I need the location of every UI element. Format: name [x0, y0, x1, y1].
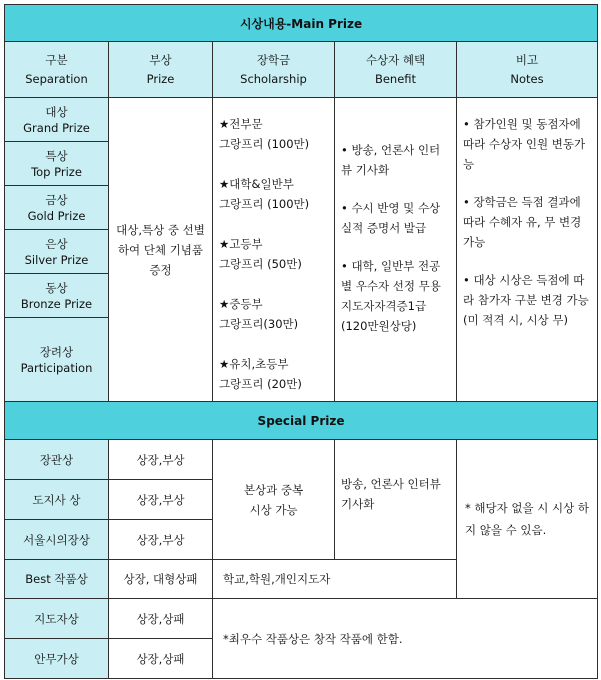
special-award-item: 상장,부상	[109, 480, 213, 520]
category-ko: 장려상	[39, 344, 74, 359]
category-grand-prize	[5, 98, 109, 142]
category-en: Gold Prize	[27, 208, 86, 223]
header-en: Separation	[25, 71, 88, 86]
scholarship-group: ★전부문	[219, 117, 263, 131]
note-item: • 대상 시상은 득점에 따라 참가자 구분 변경 가능 (미 적격 시, 시상 무)	[463, 273, 589, 327]
special-award-name: 지도자상	[5, 599, 109, 639]
scholarship-amount: 그랑프리(30만)	[219, 317, 299, 331]
special-award-name: 장관상	[5, 440, 109, 480]
special-award-name: Best 작품상	[5, 560, 109, 599]
header-ko: 비고	[515, 52, 539, 67]
header-separation	[5, 42, 109, 98]
header-ko: 수상자 혜택	[365, 52, 426, 67]
special-benefit: 방송, 언론사 인터뷰 기사화	[335, 440, 457, 560]
category-en: Grand Prize	[23, 120, 90, 135]
special-footnote: *최우수 작품상은 창작 작품에 한함.	[213, 599, 598, 679]
scholarship-item	[219, 354, 328, 394]
duplicate-note: 본상과 중복 시상 가능	[213, 440, 335, 560]
category-en: Silver Prize	[24, 252, 89, 267]
special-award-item: 상장,부상	[109, 440, 213, 480]
scholarship-amount: 그랑프리 (50만)	[219, 257, 302, 271]
header-notes	[457, 42, 598, 98]
scholarship-group: ★고등부	[219, 237, 263, 251]
header-ko: 장학금	[256, 52, 291, 67]
notes-list	[457, 98, 598, 402]
scholarship-amount: 그랑프리 (100만)	[219, 137, 310, 151]
header-ko: 구분	[45, 52, 68, 67]
category-en: Participation	[20, 360, 93, 375]
special-award-item: 상장,상패	[109, 599, 213, 639]
special-award-item: 상장,부상	[109, 520, 213, 560]
special-award-item: 상장,상패	[109, 639, 213, 679]
special-award-name: 서울시의장상	[5, 520, 109, 560]
category-ko: 은상	[45, 236, 68, 251]
category-ko: 대상	[45, 104, 68, 119]
header-en: Notes	[510, 71, 544, 86]
scholarship-item	[219, 294, 328, 334]
benefit-list	[335, 98, 457, 402]
header-en: Scholarship	[240, 71, 307, 86]
special-award-item: 상장, 대형상패	[109, 560, 213, 599]
prize-description: 대상,특상 중 선별하여 단체 기념품 증정	[109, 98, 213, 402]
main-prize-title: 시상내용-Main Prize	[5, 5, 598, 42]
header-en: Prize	[146, 71, 175, 86]
category-ko: 동상	[45, 280, 68, 295]
category-en: Bronze Prize	[20, 296, 93, 311]
category-gold-prize	[5, 186, 109, 230]
special-award-name: 도지사 상	[5, 480, 109, 520]
header-prize	[109, 42, 213, 98]
category-bronze-prize	[5, 274, 109, 318]
best-target: 학교,학원,개인지도자	[213, 560, 457, 599]
scholarship-amount: 그랑프리 (20만)	[219, 377, 302, 391]
scholarship-item	[219, 174, 328, 214]
special-remark: * 해당자 없을 시 시상 하지 않을 수 있음.	[457, 440, 598, 599]
benefit-item: • 방송, 언론사 인터뷰 기사화	[341, 143, 441, 177]
scholarship-group: ★대학&일반부	[219, 177, 294, 191]
benefit-item: • 수시 반영 및 수상실적 증명서 발급	[341, 201, 441, 235]
header-scholarship	[213, 42, 335, 98]
header-ko: 부상	[149, 52, 172, 67]
benefit-item: • 대학, 일반부 전공별 우수자 선정 무용지도자자격증1급(120만원상당)	[341, 259, 441, 333]
category-ko: 특상	[45, 148, 68, 163]
scholarship-item	[219, 234, 328, 274]
special-award-name: 안무가상	[5, 639, 109, 679]
category-participation	[5, 318, 109, 402]
note-item: • 장학금은 득점 결과에 따라 수혜자 유, 무 변경 가능	[463, 195, 582, 249]
scholarship-list	[213, 98, 335, 402]
prize-table	[4, 4, 598, 679]
header-benefit	[335, 42, 457, 98]
note-item: • 참가인원 및 동점자에 따라 수상자 인원 변동가능	[463, 117, 586, 171]
category-top-prize	[5, 142, 109, 186]
scholarship-amount: 그랑프리 (100만)	[219, 197, 310, 211]
header-en: Benefit	[374, 71, 417, 86]
scholarship-group: ★중등부	[219, 297, 263, 311]
category-ko: 금상	[45, 192, 68, 207]
special-prize-title: Special Prize	[5, 402, 598, 440]
category-en: Top Prize	[31, 164, 82, 179]
category-silver-prize	[5, 230, 109, 274]
scholarship-group: ★유치,초등부	[219, 357, 289, 371]
scholarship-item	[219, 114, 328, 154]
